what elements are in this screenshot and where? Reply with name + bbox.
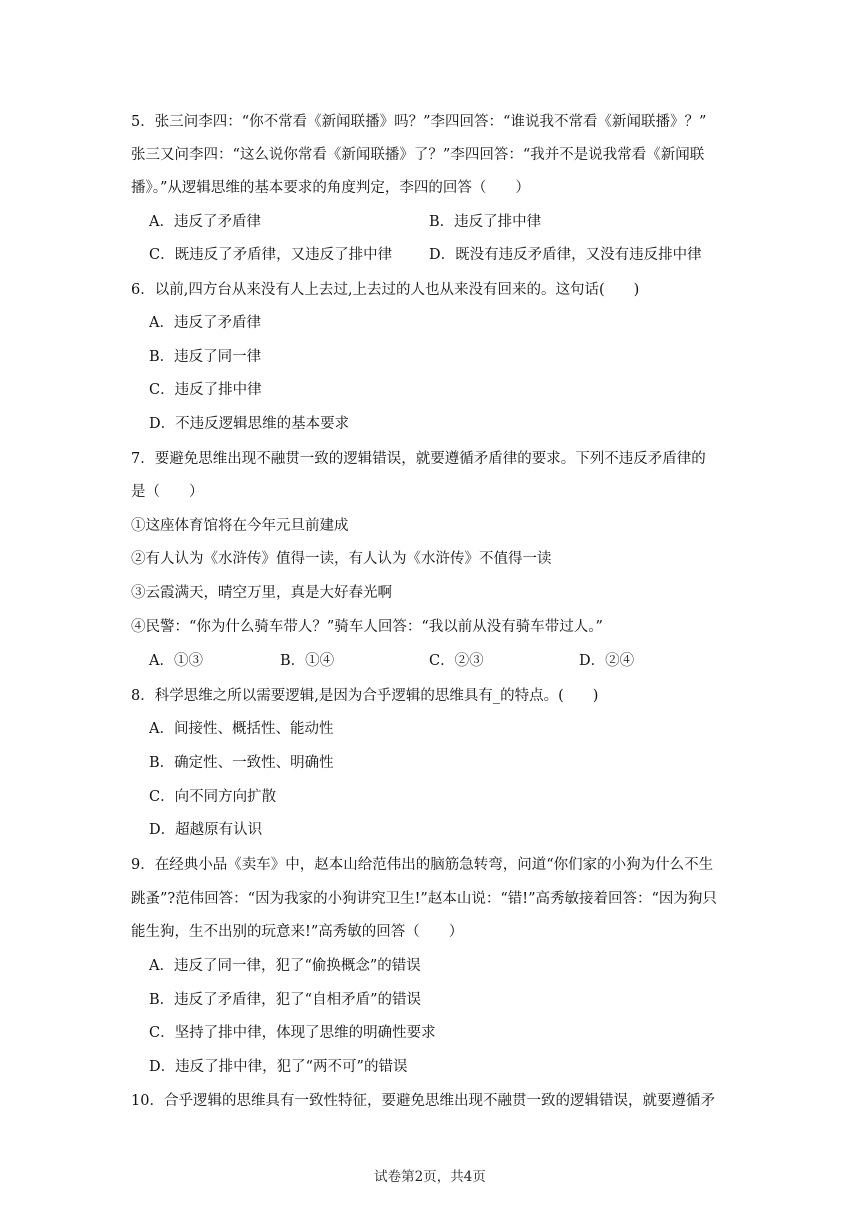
q9-option-b: B．违反了矛盾律，犯了“自相矛盾”的错误 — [149, 992, 421, 1008]
q7-stem-line-1: 7．要避免思维出现不融贯一致的逻辑错误，就要遵循矛盾律的要求。下列不违反矛盾律的 — [131, 451, 706, 467]
q5-stem-line-3: 播》。”从逻辑思维的基本要求的角度判定，李四的回答（ ） — [131, 180, 530, 196]
q8-option-d: D．超越原有认识 — [149, 822, 263, 838]
q5-option-a: A．违反了矛盾律 — [149, 214, 261, 230]
q5-stem-line-1: 5．张三问李四：“你不常看《新闻联播》吗？”李四回答：“谁说我不常看《新闻联播》？” — [131, 114, 707, 130]
q8-option-b: B．确定性、一致性、明确性 — [149, 755, 334, 771]
q8-option-c: C．向不同方向扩散 — [149, 789, 277, 805]
q7-item-1: ①这座体育馆将在今年元旦前建成 — [131, 518, 349, 534]
q7-item-4: ④民警：“你为什么骑车带人？”骑车人回答：“我以前从没有骑车带过人。” — [131, 619, 603, 635]
q7-item-3: ③云霞满天，晴空万里，真是大好春光啊 — [131, 585, 392, 601]
q7-option-b: B．①④ — [280, 653, 335, 669]
q6-option-c: C．违反了排中律 — [149, 382, 262, 398]
q5-option-d: D．既没有违反矛盾律，又没有违反排中律 — [429, 247, 702, 263]
q6-option-d: D．不违反逻辑思维的基本要求 — [149, 416, 350, 432]
q9-option-c: C．坚持了排中律，体现了思维的明确性要求 — [149, 1025, 436, 1041]
page-footer: 试卷第2页，共4页 — [374, 1169, 486, 1185]
q5-stem-line-2: 张三又问李四：“这么说你常看《新闻联播》了？”李四回答：“我并不是说我常看《新闻联 — [131, 147, 705, 163]
q9-option-a: A．违反了同一律，犯了“偷换概念”的错误 — [149, 958, 421, 974]
q7-item-2: ②有人认为《水浒传》值得一读，有人认为《水浒传》不值得一读 — [131, 551, 552, 567]
q9-stem-line-2: 跳蚤”?范伟回答：“因为我家的小狗讲究卫生!”赵本山说：“错!”高秀敏接着回答：“因为狗只 — [131, 891, 717, 907]
q9-option-d: D．违反了排中律，犯了“两不可”的错误 — [149, 1059, 408, 1075]
q10-stem: 10．合乎逻辑的思维具有一致性特征，要避免思维出现不融贯一致的逻辑错误，就要遵循矛 — [131, 1093, 715, 1109]
q7-option-a: A．①③ — [149, 653, 203, 669]
q9-stem-line-3: 能生狗，生不出别的玩意来!”高秀敏的回答（ ） — [131, 924, 464, 940]
q9-stem-line-1: 9．在经典小品《卖车》中，赵本山给范伟出的脑筋急转弯，问道“你们家的小狗为什么不生 — [131, 857, 714, 873]
q7-stem-line-2: 是（ ） — [131, 484, 204, 500]
q6-option-a: A．违反了矛盾律 — [149, 315, 261, 331]
q5-option-b: B．违反了排中律 — [429, 214, 542, 230]
q5-option-c: C．既违反了矛盾律，又违反了排中律 — [149, 247, 393, 263]
q7-option-c: C．②③ — [429, 653, 484, 669]
q8-option-a: A．间接性、概括性、能动性 — [149, 721, 334, 737]
q8-stem: 8．科学思维之所以需要逻辑,是因为合乎逻辑的思维具有_的特点。( ) — [131, 688, 599, 704]
q7-option-d: D．②④ — [579, 653, 635, 669]
q6-option-b: B．违反了同一律 — [149, 349, 262, 365]
q6-stem: 6．以前,四方台从来没有人上去过,上去过的人也从来没有回来的。这句话( ) — [131, 282, 640, 298]
